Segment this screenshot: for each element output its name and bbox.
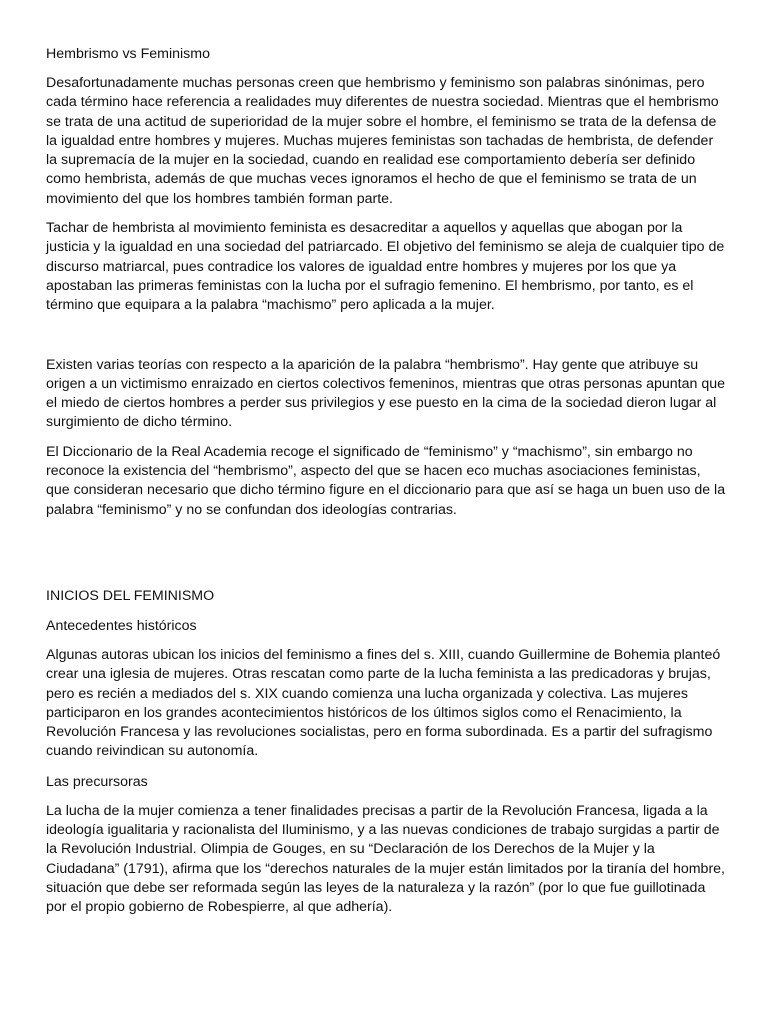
subtitle-antecedentes: Antecedentes históricos (46, 617, 197, 634)
section-title-hembrismo: Hembrismo vs Feminismo (46, 46, 210, 62)
paragraph-6: La lucha de la mujer comienza a tener finalidades precisas a partir de la Revolución Francesa, ligada a la ideología igualitaria y racionalista del Iluminismo, y a las nuevas condiciones de trabajo surgidas a partir de la Revolución Industrial. Olimpia de Gouges, en su “Declaración de los Derechos de la Mujer y la Ciudadana” (1791), afirma que los “derechos naturales de la mujer están limitados por la tiranía del hombre, situación que debe ser reformada según las leyes de la naturaleza y la razón” (por lo que fue guillotinada por el propio gobierno de Robespierre, al que adhería). (46, 802, 725, 916)
paragraph-1: Desafortunadamente muchas personas creen que hembrismo y feminismo son palabras sinónimas, pero cada término hace referencia a realidades muy diferentes de nuestra sociedad. Mientras que el hembrismo se trata de una actitud de superioridad de la mujer sobre el hombre, el feminismo se trata de la defensa de la igualdad entre hombres y mujeres. Muchas mujeres feministas son tachadas de hembrista, de defender la supremacía de la mujer en la sociedad, cuando en realidad ese comportamiento debería ser definido como hembrista, además de que muchas veces ignoramos el hecho de que el feminismo se trata de un movimiento del que los hombres también forman parte. (46, 75, 719, 207)
spacer (46, 530, 726, 586)
document-page (46, 44, 726, 928)
paragraph-4: El Diccionario de la Real Academia recoge el significado de “feminismo” y “machismo”, sin embargo no reconoce la existencia del “hembrismo”, aspecto del que se hacen eco muchas asociaciones feministas, que consideran necesario que dicho término figure en el diccionario para que así se haga un buen uso de la palabra “feminismo” y no se confundan dos ideologías contrarias. (46, 443, 726, 518)
subtitle-precursoras: Las precursoras (46, 773, 148, 790)
spacer (46, 326, 726, 356)
paragraph-2: Tachar de hembrista al movimiento feminista es desacreditar a aquellos y aquellas que abogan por la justicia y la igualdad en una sociedad del patriarcado. El objetivo del feminismo se aleja de cualquier tipo de discurso matriarcal, pues contradice los valores de igualdad entre hombres y mujeres por los que ya apostaban las primeras feministas con la lucha por el sufragio femenino. El hembrismo, por tanto, es el término que equipara a la palabra “machismo” pero aplicada a la mujer. (46, 220, 725, 314)
section-title-inicios: INICIOS DEL FEMINISMO (46, 587, 215, 604)
paragraph-3: Existen varias teorías con respecto a la aparición de la palabra “hembrismo”. Hay gente que atribuye su origen a un victimismo enraizado en ciertos colectivos femeninos, mientras que otras personas apuntan que el miedo de ciertos hombres a perder sus privilegios y ese puesto en la cima de la sociedad dieron lugar al surgimiento de dicho término. (46, 356, 726, 431)
paragraph-5: Algunas autoras ubican los inicios del feminismo a fines del s. XIII, cuando Guillermine de Bohemia planteó crear una iglesia de mujeres. Otras rescatan como parte de la lucha feminista a las predicadoras y brujas, pero es recién a mediados del s. XIX cuando comienza una lucha organizada y colectiva. Las mujeres participaron en los grandes acontecimientos históricos de los últimos siglos como el Renacimiento, la Revolución Francesa y las revoluciones socialistas, pero en forma subordinada. Es a partir del sufragismo cuando reivindican su autonomía. (46, 646, 721, 760)
